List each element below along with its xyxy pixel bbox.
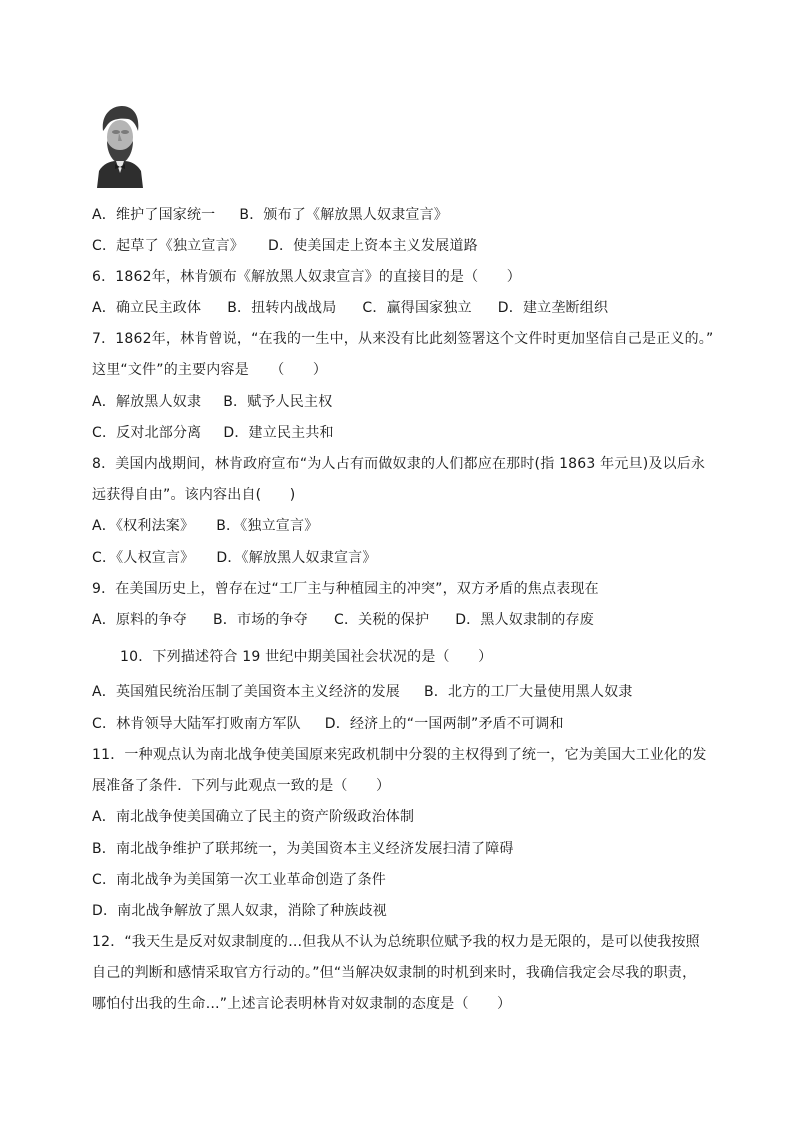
q8-options-row2	[92, 549, 377, 567]
q8-option-a: A．《权利法案》	[92, 518, 195, 534]
q5-option-a: A．维护了国家统一	[92, 207, 216, 223]
q8-stem-line1: 8．美国内战期间，林肯政府宣布“为人占有而做奴隶的人们都应在那时(指 1863 年元旦)及以后永	[92, 456, 706, 472]
q7-options-row1	[92, 393, 332, 411]
q5-option-d: D．使美国走上资本主义发展道路	[267, 238, 478, 254]
q5-option-b: B．颁布了《解放黑人奴隶宣言》	[239, 207, 448, 223]
q6-stem: 6．1862年，林肯颁布《解放黑人奴隶宣言》的直接目的是（ ）	[92, 269, 521, 285]
q7-option-b: B．赋予人民主权	[223, 394, 333, 410]
q10-option-a: A．英国殖民统治压制了美国资本主义经济的发展	[92, 684, 400, 700]
q10-options-row1	[92, 683, 633, 701]
q7-stem-line2: 这里“文件”的主要内容是 （ ）	[92, 362, 328, 378]
q9-option-b: B．市场的争夺	[212, 612, 308, 628]
lincoln-portrait-image	[95, 103, 145, 188]
q9-stem: 9．在美国历史上，曾存在过“工厂主与种植园主的冲突”，双方矛盾的焦点表现在	[92, 581, 599, 597]
q7-option-a: A．解放黑人奴隶	[92, 394, 202, 410]
q5-options-row1	[92, 206, 448, 224]
q8-option-c: C．《人权宣言》	[92, 550, 195, 566]
q12-stem-line3: 哪怕付出我的生命…”上述言论表明林肯对奴隶制的态度是（ ）	[92, 996, 512, 1012]
q10-option-d: D．经济上的“一国两制”矛盾不可调和	[324, 716, 564, 732]
q11-option-a: A．南北战争使美国确立了民主的资产阶级政治体制	[92, 809, 415, 825]
q5-options-row2	[92, 237, 478, 255]
q8-option-b: B．《独立宣言》	[216, 518, 319, 534]
q6-option-a: A．确立民主政体	[92, 300, 202, 316]
q12-stem-line2: 自己的判断和感情采取官方行动的。”但“当解决奴隶制的时机到来时，我确信我定会尽我的职责，	[92, 965, 697, 981]
q10-option-c: C．林肯领导大陆军打败南方军队	[92, 716, 301, 732]
q9-options	[92, 611, 594, 629]
q7-options-row2	[92, 424, 334, 442]
q11-option-d: D．南北战争解放了黑人奴隶，消除了种族歧视	[92, 903, 387, 919]
q7-option-c: C．反对北部分离	[92, 425, 202, 441]
q5-option-c: C．起草了《独立宣言》	[92, 238, 244, 254]
q8-option-d: D．《解放黑人奴隶宣言》	[216, 550, 377, 566]
q11-stem-line1: 11．一种观点认为南北战争使美国原来宪政机制中分裂的主权得到了统一，它为美国大工业化的发	[92, 747, 707, 763]
q9-option-d: D．黑人奴隶制的存废	[455, 612, 594, 628]
q8-options-row1	[92, 517, 318, 535]
q6-option-b: B．扭转内战战局	[227, 300, 337, 316]
q8-stem-line2: 远获得自由”。该内容出自( )	[92, 487, 296, 503]
q12-stem-line1: 12．“我天生是反对奴隶制度的…但我从不认为总统职位赋予我的权力是无限的，是可以使我按照	[92, 934, 700, 950]
q7-stem-line1: 7．1862年，林肯曾说，“在我的一生中，从来没有比此刻签署这个文件时更加坚信自己是正义的。”	[92, 331, 714, 347]
q9-option-c: C．关税的保护	[334, 612, 430, 628]
q6-option-c: C．赢得国家独立	[362, 300, 472, 316]
q6-options	[92, 299, 608, 317]
q10-options-row2	[92, 715, 564, 733]
q6-option-d: D．建立垄断组织	[497, 300, 609, 316]
q7-option-d: D．建立民主共和	[223, 425, 334, 441]
q10-option-b: B．北方的工厂大量使用黑人奴隶	[423, 684, 633, 700]
q10-stem: 10．下列描述符合 19 世纪中期美国社会状况的是（ ）	[120, 649, 493, 665]
q11-option-b: B．南北战争维护了联邦统一，为美国资本主义经济发展扫清了障碍	[92, 841, 514, 857]
q9-option-a: A．原料的争夺	[92, 612, 187, 628]
q11-option-c: C．南北战争为美国第一次工业革命创造了条件	[92, 872, 386, 888]
q11-stem-line2: 展准备了条件．下列与此观点一致的是（ ）	[92, 778, 391, 794]
